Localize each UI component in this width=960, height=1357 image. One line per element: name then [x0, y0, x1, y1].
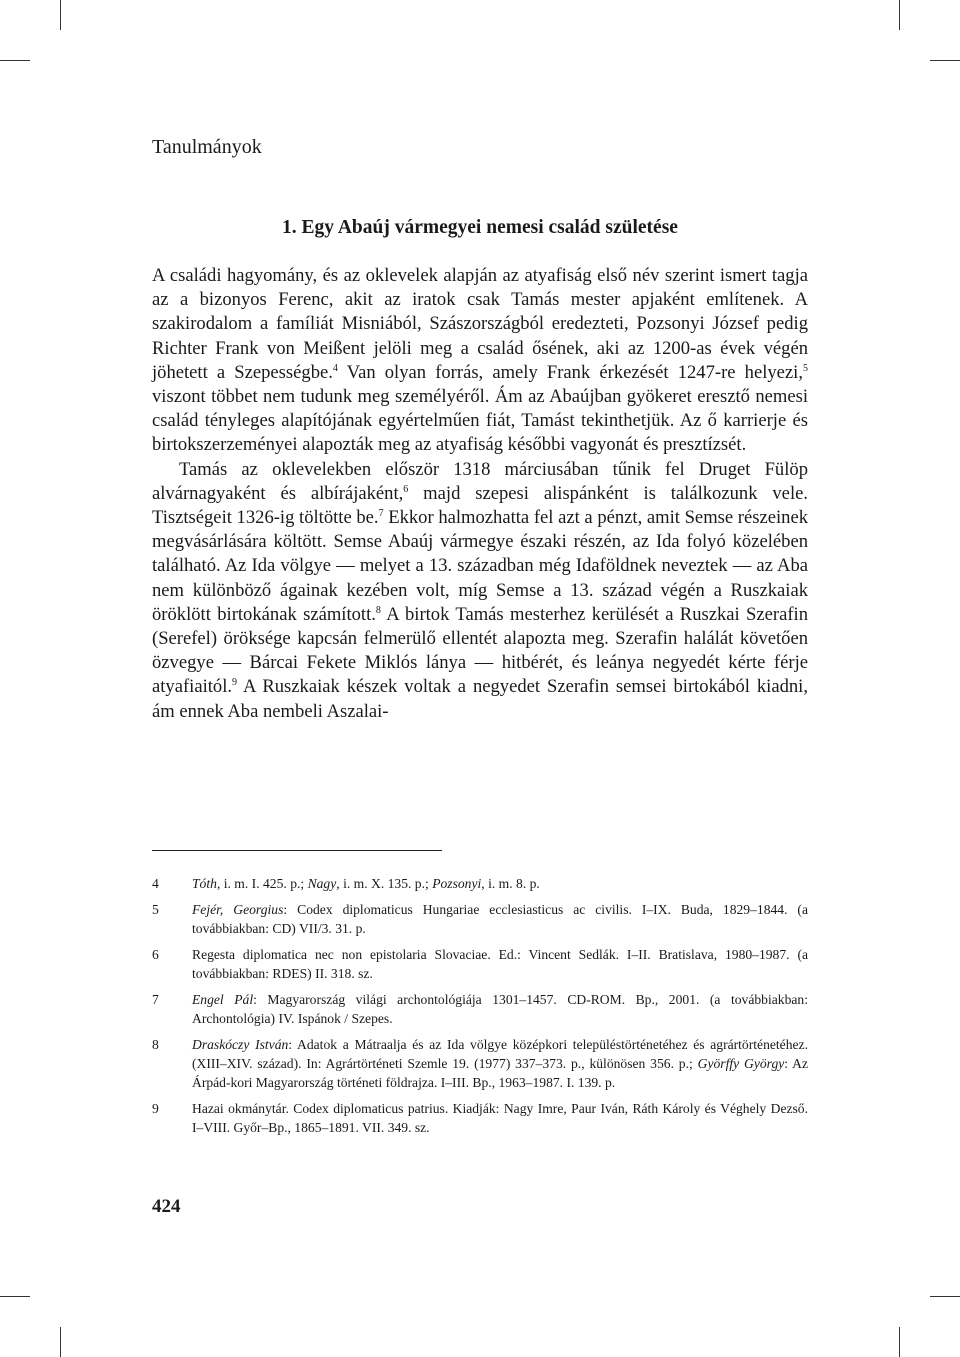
section-title: 1. Egy Abaúj vármegyei nemesi család születése: [282, 217, 678, 238]
footnote: [152, 1035, 808, 1092]
footnote-number: 6: [152, 947, 159, 962]
footnote-text: Regesta diplomatica nec non epistolaria Slovaciae. Ed.: Vincent Sedlák. I–II. Bratislava, 1980–1987. (a továbbiakban: RDES) II. 318. sz.: [192, 947, 808, 981]
footnote: [152, 945, 808, 983]
footnote-ref: 4: [332, 362, 338, 374]
footnote: [152, 900, 808, 938]
footnote: [152, 990, 808, 1028]
crop-mark: [930, 60, 960, 61]
crop-mark: [0, 60, 30, 61]
footnote-number: 9: [152, 1101, 159, 1116]
footnote: [152, 1099, 808, 1137]
paragraph: Tamás az oklevelekben először 1318 márciusában tűnik fel Druget Fülöp alvárnagyaként és albírájaként,$^6$ majd szepesi alispánként is találkozunk vele. Tisztségeit 1326-ig töltötte be.$^7$ Ekkor halmozhatta fel azt a pénzt, amit Semse részeinek megvásárlására költött. Semse Abaúj vármegye északi részén, az Ida folyó közelében található. Az Ida völgye — melyet a 13. században még Idaföldnek neveztek — az Aba nem különböző ágainak kezében volt, míg Semse a 13. század végén a Ruszkaiak öröklött birtokának számított.$^8$ A birtok Tamás mesterhez kerülését a Ruszkai Szerafin (Serefel) öröksége kapcsán felmerülő ellentét alapozta meg. Szerafin halálát követően özvegye — Bárcai Fekete Miklós lánya — hitbérét, és leánya negyedét kérte férje atyafiaitól.$^9$ A Ruszkaiak készek voltak a negyedet Szerafin semsei birtokából kiadni, ám ennek Aba nembeli Aszalai-: [152, 458, 809, 722]
footnote-text: Hazai okmánytár. Codex diplomaticus patrius. Kiadják: Nagy Imre, Paur Iván, Ráth Károly és Véghely Dezső. I–VIII. Győr–Bp., 1865–1891. VII. 349. sz.: [192, 1101, 808, 1135]
body-text: [152, 264, 808, 724]
footnote-number: 4: [152, 876, 159, 891]
footnotes: [152, 874, 808, 1144]
footnote: [152, 874, 808, 893]
footnote-ref: 7: [378, 508, 384, 520]
crop-mark: [899, 1327, 900, 1357]
crop-mark: [0, 1296, 30, 1297]
footnote-ref: 5: [803, 362, 808, 374]
footnote-ref: 6: [403, 483, 409, 495]
crop-mark: [60, 0, 61, 30]
crop-mark: [60, 1327, 61, 1357]
running-header: Tanulmányok: [152, 136, 262, 158]
footnote-number: 7: [152, 992, 159, 1007]
page-number: 424: [152, 1196, 181, 1217]
footnote-ref: 9: [232, 677, 238, 689]
footnote-number: 5: [152, 902, 159, 917]
footnote-ref: 8: [375, 604, 381, 616]
crop-mark: [930, 1296, 960, 1297]
footnote-number: 8: [152, 1037, 159, 1052]
paragraph: A családi hagyomány, és az oklevelek alapján az atyafiság első név szerint ismert tagja az a bizonyos Ferenc, akit az iratok csak Tamás mester apjaként említenek. A szakirodalom a famíliát Misniából, Szászországból eredezteti, Pozsonyi József pedig Richter Frank von Meißent jelöli meg a család ősének, aki az 1200-as évek végén jöhetett a Szepességbe.$^4$ Van olyan forrás, amely Frank érkezését 1247-re helyezi,$^5$ viszont többet nem tudunk meg személyéről. Ám az Abaújban gyökeret eresztő nemesi család tényleges alapítójának egyértelműen fiát, Tamást tekinthetjük. Az ő karrierje és birtokszerzeményei alapozták meg az atyafiság későbbi vagyonát és presztízsét.: [152, 265, 808, 456]
crop-mark: [899, 0, 900, 30]
footnote-separator: [152, 850, 442, 851]
footnote-text: Tóth, i. m. I. 425. p.; Nagy, i. m. X. 135. p.; Pozsonyi, i. m. 8. p.: [192, 876, 540, 891]
footnote-text: Engel Pál: Magyarország világi archontológiája 1301–1457. CD-ROM. Bp., 2001. (a továbbiakban: Archontológia) IV. Ispánok / Szepes.: [192, 992, 808, 1026]
footnote-text: Fejér, Georgius: Codex diplomaticus Hungariae ecclesiasticus ac civilis. I–IX. Buda, 1829–1844. (a továbbiakban: CD) VII/3. 31. p.: [192, 902, 808, 936]
footnote-text: Draskóczy István: Adatok a Mátraalja és az Ida völgye középkori településtörténetéhez és agrártörténetéhez. (XIII–XIV. század). In: Agrártörténeti Szemle 19. (1977) 337–373. p., különösen 356. p.; Györffy György: Az Árpád-kori Magyarország történeti földrajza. I–III. Bp., 1963–1987. I. 139. p.: [192, 1037, 809, 1090]
